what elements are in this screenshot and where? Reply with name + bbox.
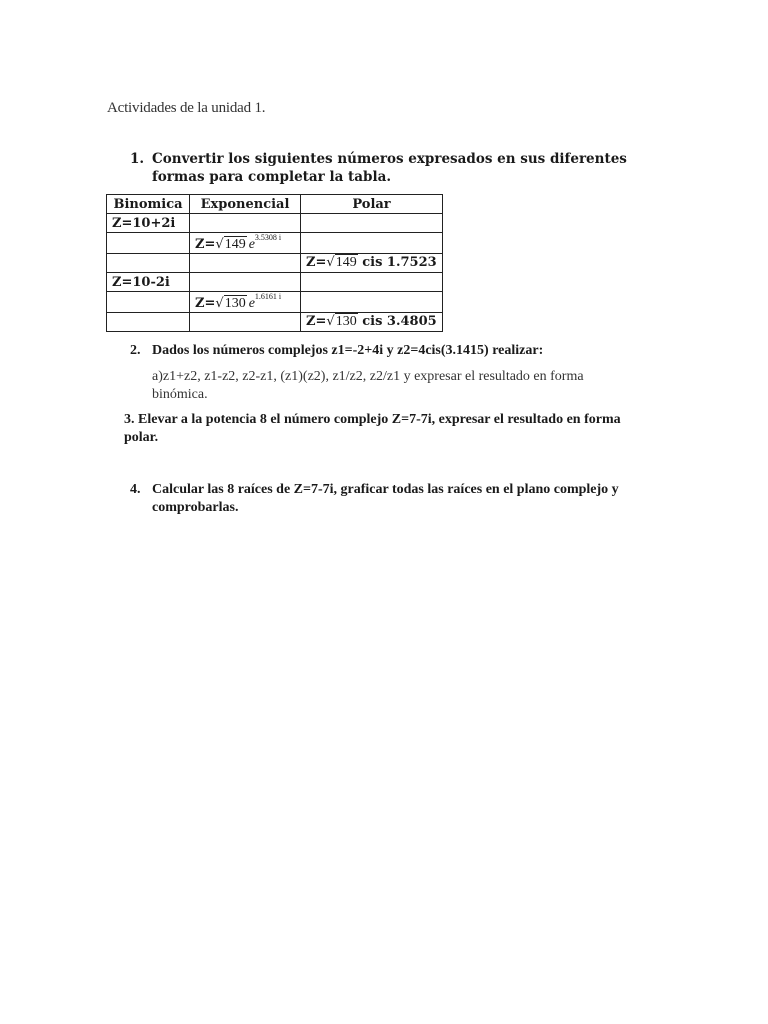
cell-binomica bbox=[107, 292, 190, 313]
question-2-subtext: a)z1+z2, z1-z2, z2-z1, (z1)(z2), z1/z2, z2/z1 y expresar el resultado en forma binómica. bbox=[152, 369, 584, 402]
cell-binomica: Z=10+2i bbox=[107, 214, 190, 233]
cell-exponencial bbox=[190, 214, 301, 233]
exponent: 3.5308 i bbox=[254, 233, 282, 242]
polar-prefix: Z= bbox=[306, 255, 327, 270]
cell-polar bbox=[301, 233, 443, 254]
table-row bbox=[107, 254, 443, 273]
table-row bbox=[107, 233, 443, 254]
cell-exponencial bbox=[190, 233, 301, 254]
cell-binomica bbox=[107, 254, 190, 273]
polar-suffix: cis 3.4805 bbox=[357, 314, 437, 329]
radicand: 149 bbox=[224, 237, 246, 252]
question-4-text: Calcular las 8 raíces de Z=7-7i, graficar todas las raíces en el plano complejo y comprobarlas. bbox=[152, 482, 619, 515]
sqrt-symbol: √ bbox=[326, 314, 335, 329]
polar-suffix: cis 1.7523 bbox=[357, 255, 437, 270]
question-2-text: Dados los números complejos z1=-2+4i y z2=4cis(3.1415) realizar: bbox=[152, 343, 544, 358]
question-3: 3. Elevar a la potencia 8 el número complejo Z=7-7i, expresar el resultado en forma polar. bbox=[124, 412, 621, 445]
sqrt-symbol: √ bbox=[215, 296, 224, 311]
cell-polar bbox=[301, 254, 443, 273]
euler-e: e bbox=[248, 296, 255, 311]
exponent: 1.6161 i bbox=[254, 292, 282, 301]
table-header-row bbox=[107, 195, 443, 214]
header-polar: Polar bbox=[301, 195, 443, 214]
document-header: Actividades de la unidad 1. bbox=[107, 100, 266, 116]
cell-binomica bbox=[107, 313, 190, 332]
cell-exponencial bbox=[190, 273, 301, 292]
table-row bbox=[107, 273, 443, 292]
radicand: 130 bbox=[335, 314, 357, 329]
cell-exponencial bbox=[190, 292, 301, 313]
radicand: 130 bbox=[224, 296, 246, 311]
table-row bbox=[107, 313, 443, 332]
conversion-table bbox=[106, 194, 443, 332]
question-1-text: Convertir los siguientes números expresados en sus diferentes formas para completar la tabla. bbox=[152, 151, 627, 185]
question-2-number: 2. bbox=[130, 343, 141, 358]
exp-prefix: Z= bbox=[195, 237, 216, 252]
question-1-number: 1. bbox=[130, 151, 145, 167]
cell-exponencial bbox=[190, 254, 301, 273]
question-4-number: 4. bbox=[130, 482, 141, 497]
header-binomica: Binomica bbox=[107, 195, 190, 214]
sqrt-symbol: √ bbox=[215, 237, 224, 252]
sqrt-symbol: √ bbox=[326, 255, 335, 270]
cell-binomica bbox=[107, 233, 190, 254]
euler-e: e bbox=[248, 237, 255, 252]
exp-prefix: Z= bbox=[195, 296, 216, 311]
polar-prefix: Z= bbox=[306, 314, 327, 329]
table-row bbox=[107, 292, 443, 313]
cell-polar bbox=[301, 313, 443, 332]
cell-polar bbox=[301, 292, 443, 313]
radicand: 149 bbox=[335, 255, 357, 270]
cell-exponencial bbox=[190, 313, 301, 332]
table-row bbox=[107, 214, 443, 233]
cell-binomica: Z=10-2i bbox=[107, 273, 190, 292]
cell-polar bbox=[301, 214, 443, 233]
cell-polar bbox=[301, 273, 443, 292]
header-exponencial: Exponencial bbox=[190, 195, 301, 214]
